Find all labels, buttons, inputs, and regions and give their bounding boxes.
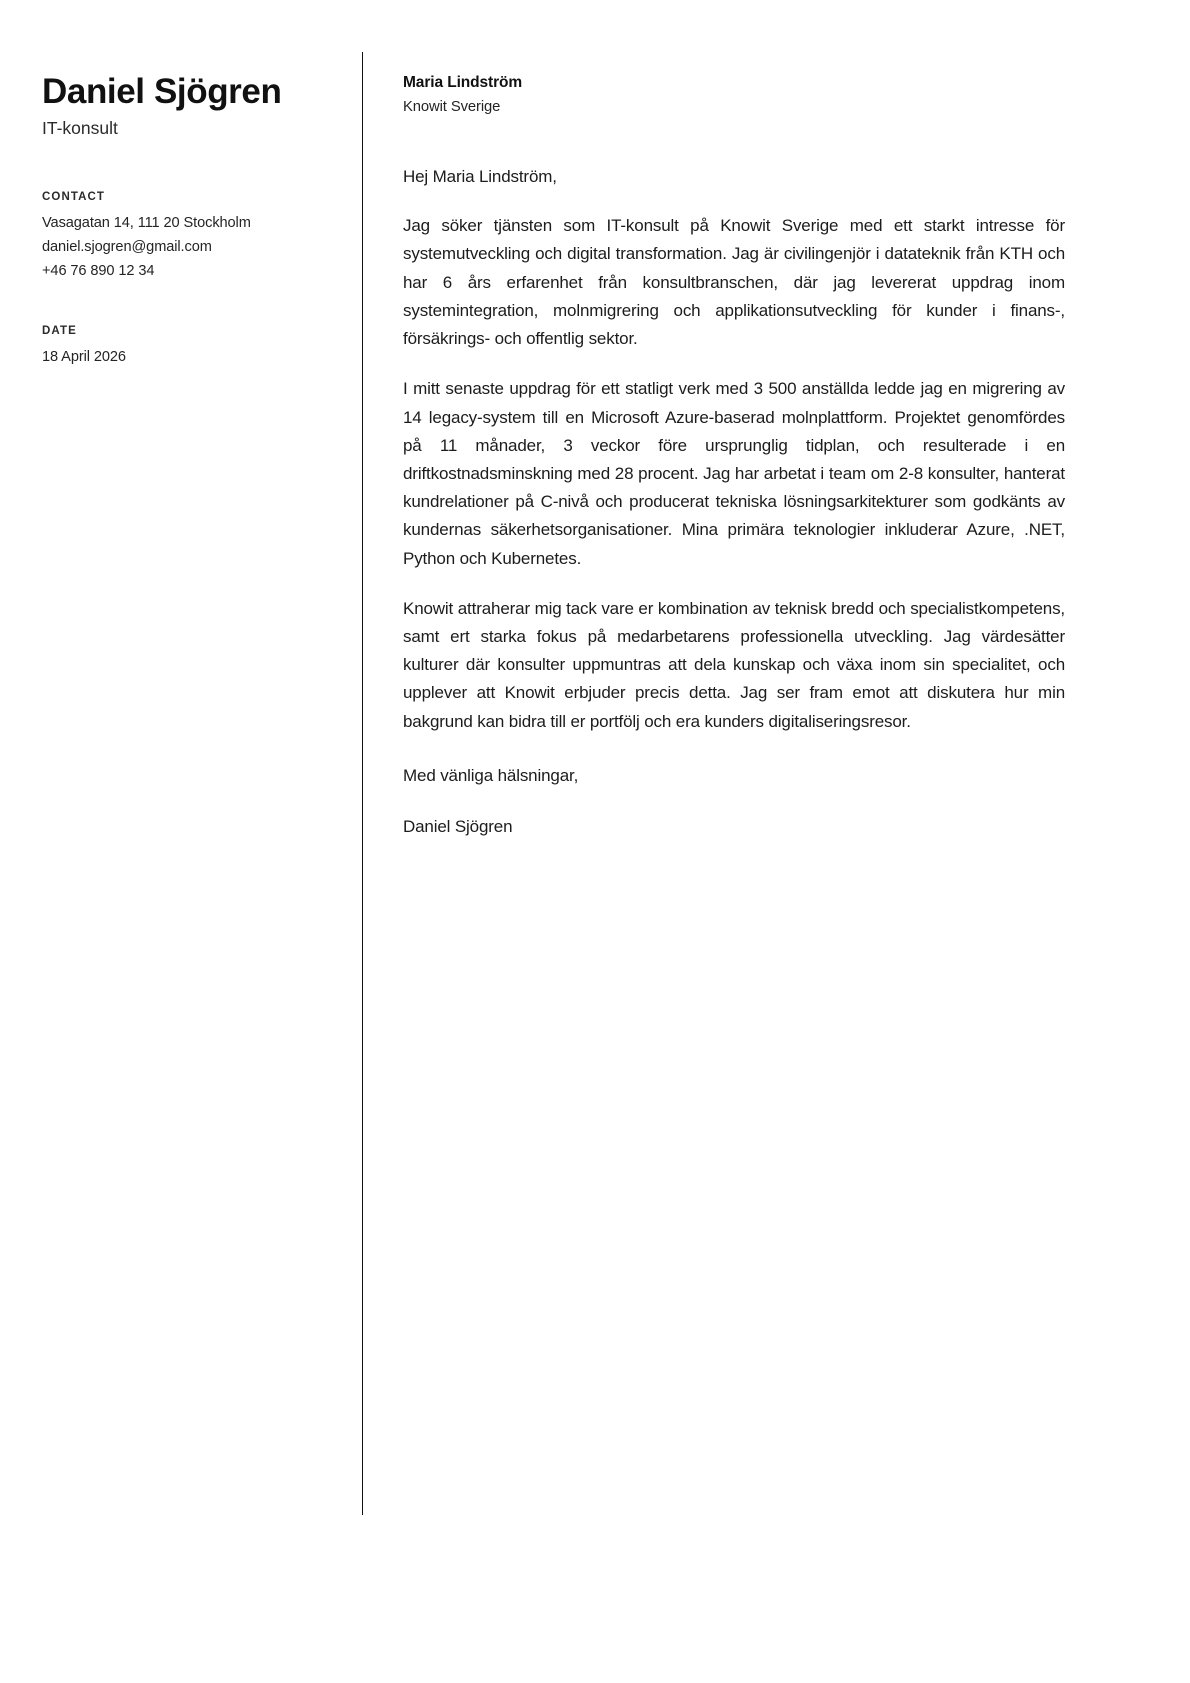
contact-section-label: CONTACT <box>42 191 106 204</box>
recipient-company: Knowit Sverige <box>403 99 501 116</box>
letter-paragraph-1: Jag söker tjänsten som IT-konsult på Knowit Sverige med ett starkt intresse för systemutveckling och digital transformation. Jag är civilingenjör i datateknik från KTH och har 6 års erfarenhet från konsultbranschen, där jag levererat uppdrag inom systemintegration, molnmigrering och applikationsutveckling för kunder i finans-, försäkrings- och offentlig sektor. <box>403 216 1065 349</box>
date-section-label: DATE <box>42 325 77 338</box>
letter-paragraph-2: I mitt senaste uppdrag för ett statligt verk med 3 500 anställda ledde jag en migrering av 14 legacy-system till en Microsoft Azure-baserad molnplattform. Projektet genomfördes på 11 månader, 3 veckor före ursprunglig tidplan, och resulterade i en driftkostnadsminskning med 28 procent. Jag har arbetat i team om 2-8 konsulter, hanterat kundrelationer på C-nivå och producerat tekniska lösningsarkitekturer som godkänts av kundernas säkerhetsorganisationer. Mina primära teknologier inkluderar Azure, .NET, Python och Kubernetes. <box>403 379 1065 568</box>
letter-paragraph-3: Knowit attraherar mig tack vare er kombination av teknisk bredd och specialistkompetens, samt ert starka fokus på medarbetarens professionella utveckling. Jag värdesätter kulturer där konsulter uppmuntras att dela kunskap och växa inom sin specialitet, och upplever att Knowit erbjuder precis detta. Jag ser fram emot att diskutera hur min bakgrund kan bidra till er portfölj och era kunders digitaliseringsresor. <box>403 598 1065 731</box>
salutation: Hej Maria Lindström, <box>403 166 557 186</box>
contact-address: Vasagatan 14, 111 20 Stockholm <box>42 215 251 232</box>
closing-line: Med vänliga hälsningar, <box>403 765 579 785</box>
contact-email[interactable]: daniel.sjogren@gmail.com <box>42 238 212 255</box>
sidebar <box>0 0 362 1683</box>
date-section <box>42 325 330 370</box>
contact-phone[interactable]: +46 76 890 12 34 <box>42 262 155 279</box>
contact-section <box>42 191 330 283</box>
candidate-job-title: IT-konsult <box>42 118 118 139</box>
candidate-name: Daniel Sjögren <box>42 72 282 111</box>
signature-name: Daniel Sjögren <box>403 817 513 837</box>
date-value: 18 April 2026 <box>42 349 126 366</box>
recipient-name: Maria Lindström <box>403 74 523 91</box>
letter-body <box>363 0 1190 1683</box>
